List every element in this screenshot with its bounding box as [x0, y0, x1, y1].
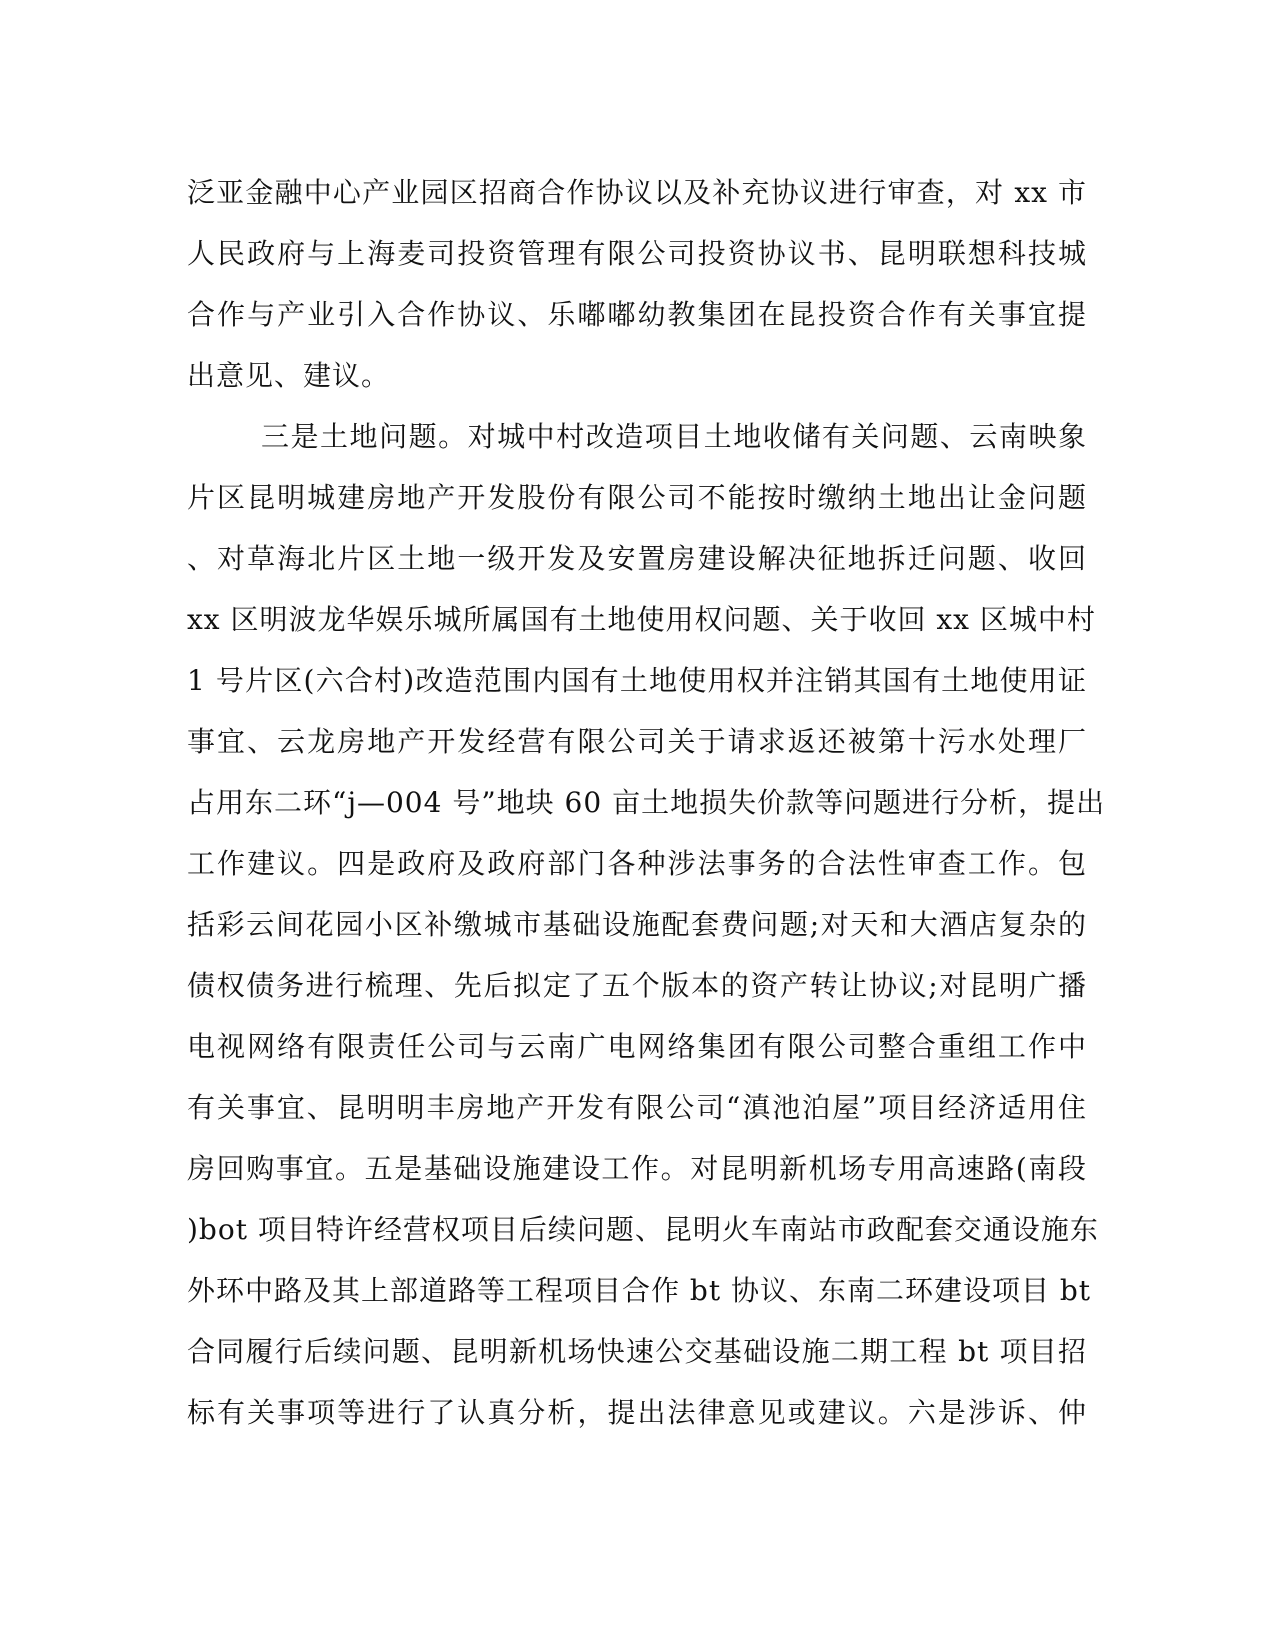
text-line: 片区昆明城建房地产开发股份有限公司不能按时缴纳土地出让金问题 — [187, 481, 1087, 514]
text-line: 出意见、建议。 — [187, 359, 391, 392]
body-text — [187, 162, 1106, 1443]
text-line: 1 号片区(六合村)改造范围内国有土地使用权并注销其国有土地使用证 — [187, 664, 1087, 697]
text-line: 外环中路及其上部道路等工程项目合作 bt 协议、东南二环建设项目 bt — [187, 1274, 1092, 1307]
text-line: 标有关事项等进行了认真分析，提出法律意见或建议。六是涉诉、仲 — [187, 1396, 1087, 1429]
text-line: 人民政府与上海麦司投资管理有限公司投资协议书、昆明联想科技城 — [187, 237, 1087, 270]
text-line: 合同履行后续问题、昆明新机场快速公交基础设施二期工程 bt 项目招 — [187, 1335, 1087, 1368]
text-line: 有关事宜、昆明明丰房地产开发有限公司“滇池泊屋”项目经济适用住 — [187, 1091, 1087, 1124]
text-line: 房回购事宜。五是基础设施建设工作。对昆明新机场专用高速路(南段 — [187, 1152, 1087, 1185]
text-line: 电视网络有限责任公司与云南广电网络集团有限公司整合重组工作中 — [187, 1030, 1087, 1063]
text-line: 债权债务进行梳理、先后拟定了五个版本的资产转让协议;对昆明广播 — [187, 969, 1087, 1002]
paragraph-first-line: 三是土地问题。对城中村改造项目土地收储有关问题、云南映象 — [261, 420, 1087, 453]
text-line: 、对草海北片区土地一级开发及安置房建设解决征地拆迁问题、收回 — [187, 542, 1087, 575]
text-line: 事宜、云龙房地产开发经营有限公司关于请求返还被第十污水处理厂 — [187, 725, 1087, 758]
text-line: xx 区明波龙华娱乐城所属国有土地使用权问题、关于收回 xx 区城中村 — [187, 603, 1096, 636]
text-line: 占用东二环“j—004 号”地块 60 亩土地损失价款等问题进行分析，提出 — [187, 786, 1106, 819]
text-line: 工作建议。四是政府及政府部门各种涉法事务的合法性审查工作。包 — [187, 847, 1087, 880]
text-line: 泛亚金融中心产业园区招商合作协议以及补充协议进行审查，对 xx 市 — [187, 176, 1087, 209]
text-line: )bot 项目特许经营权项目后续问题、昆明火车南站市政配套交通设施东 — [187, 1213, 1099, 1246]
text-line: 合作与产业引入合作协议、乐嘟嘟幼教集团在昆投资合作有关事宜提 — [187, 298, 1087, 331]
text-line: 括彩云间花园小区补缴城市基础设施配套费问题;对天和大酒店复杂的 — [187, 908, 1087, 941]
